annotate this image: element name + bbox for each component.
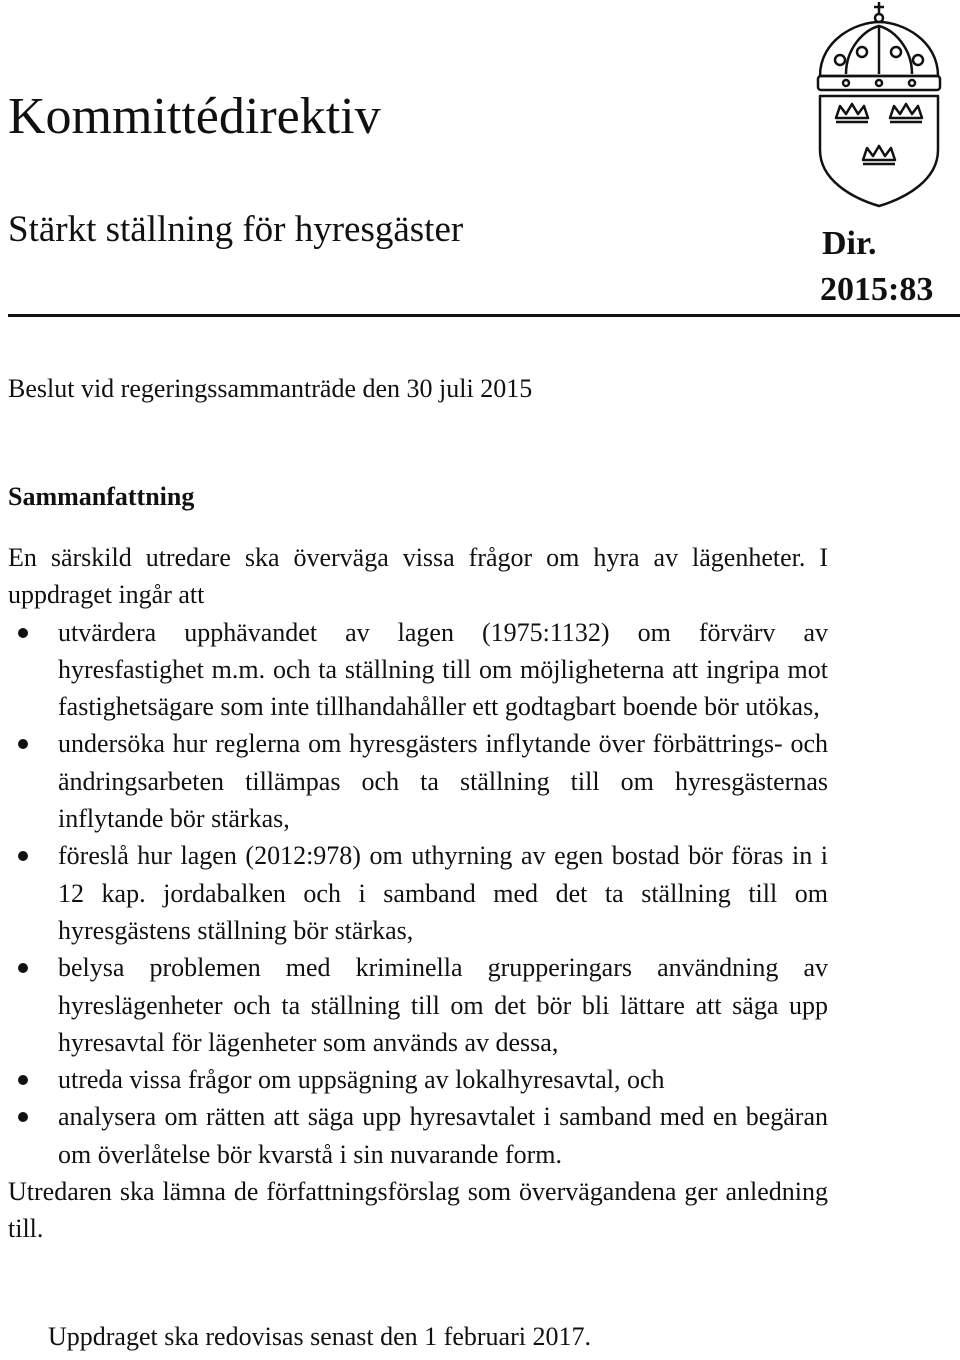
task-list-item: [8, 1098, 828, 1173]
summary-heading: Sammanfattning: [8, 482, 195, 511]
bullet-icon: [18, 628, 28, 638]
bullet-icon: [18, 963, 28, 973]
directive-label: Dir.: [822, 225, 877, 262]
task-text: analysera om rätten att säga upp hyresavtalet i samband med en begäran om överlåtelse bör kvarstå i sin nuvarande form.: [58, 1102, 828, 1169]
task-list-item: [8, 949, 828, 1061]
task-list: [8, 614, 828, 1173]
summary-closing: Utredaren ska lämna de författningsförslag som övervägandena ger anledning till.: [8, 1177, 828, 1244]
task-text: undersöka hur reglerna om hyresgästers inflytande över förbättrings- och ändringsarbeten tillämpas och ta ställning till om hyresgästernas inflytande bör stärkas,: [58, 729, 828, 834]
task-text: utvärdera upphävandet av lagen (1975:1132) om förvärv av hyresfastighet m.m. och ta ställning till om möjligheterna att ingripa mot fastighetsägare som inte tillhandahåller ett godtagbart boende bör utökas,: [58, 617, 828, 722]
directive-number: 2015:83: [820, 271, 934, 308]
task-list-item: [8, 614, 828, 726]
bullet-icon: [18, 1112, 28, 1122]
task-list-item: [8, 725, 828, 837]
task-text: utreda vissa frågor om uppsägning av lokalhyresavtal, och: [58, 1065, 665, 1095]
summary-body: [8, 539, 828, 1248]
task-list-item: [8, 1061, 828, 1098]
summary-intro: En särskild utredare ska överväga vissa frågor om hyra av lägenheter. I uppdraget ingår att: [8, 543, 828, 610]
task-text: föreslå hur lagen (2012:978) om uthyrning av egen bostad bör föras in i 12 kap. jordabalken och i samband med det ta ställning till om hyresgästens ställning bör stärkas,: [58, 841, 828, 945]
document-subtitle: Stärkt ställning för hyresgäster: [8, 209, 464, 250]
coat-of-arms-emblem: [806, 0, 952, 210]
task-text: belysa problemen med kriminella grupperingars användning av hyreslägenheter och ta ställning till om det bör bli lättare att säga upp hyresavtal för lägenheter som används av dessa,: [58, 953, 828, 1057]
decision-line: Beslut vid regeringssammanträde den 30 juli 2015: [8, 374, 533, 403]
bullet-icon: [18, 851, 28, 861]
header-divider: [8, 314, 960, 317]
bullet-icon: [18, 739, 28, 749]
bullet-icon: [18, 1075, 28, 1085]
task-list-item: [8, 837, 828, 949]
document-title: Kommittédirektiv: [8, 88, 381, 145]
deadline-line: Uppdraget ska redovisas senast den 1 februari 2017.: [48, 1322, 591, 1351]
